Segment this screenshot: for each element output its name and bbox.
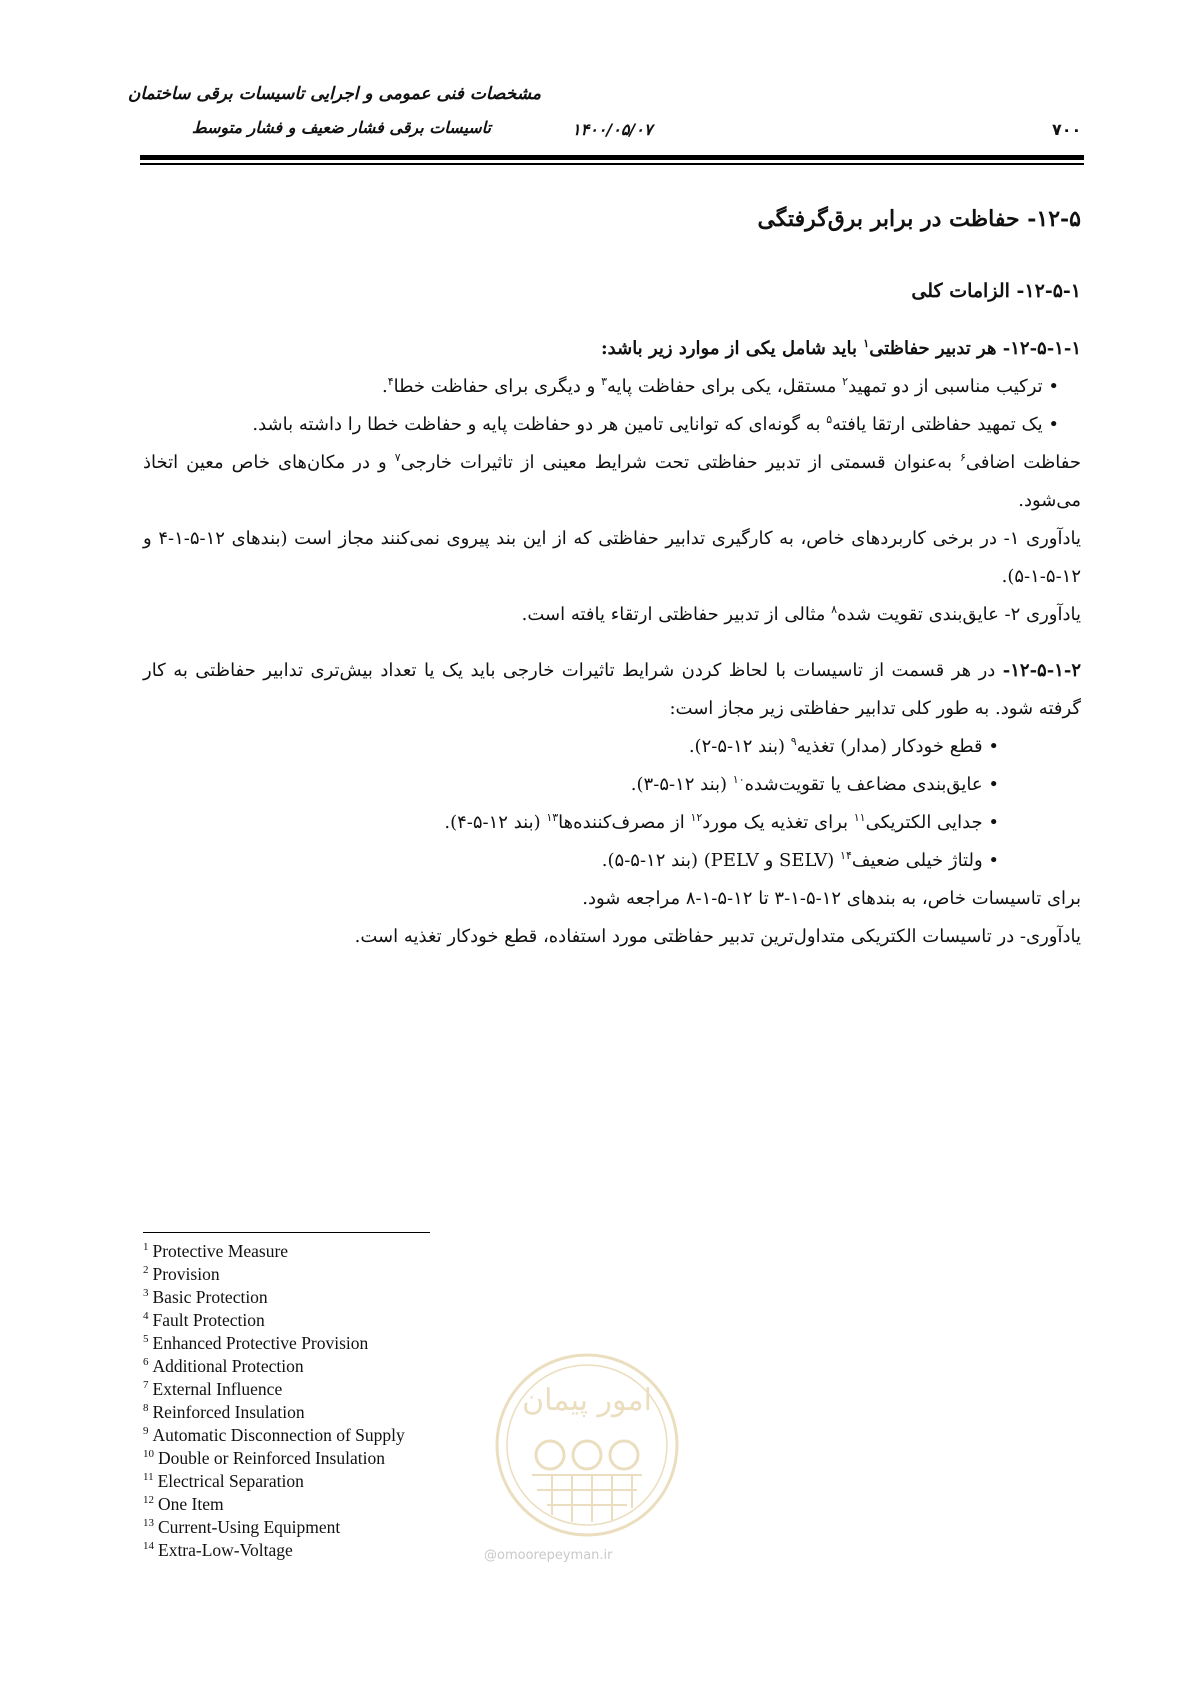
- footnote-item: [143, 1447, 405, 1470]
- footnote-item: [143, 1309, 405, 1332]
- note-text: مثالی از تدبیر حفاظتی ارتقاء یافته است.: [521, 604, 832, 625]
- footnote-text: Basic Protection: [152, 1287, 268, 1307]
- bullet-text: از مصرف‌کننده‌ها: [558, 812, 691, 833]
- note-text: یادآوری ۲- عایق‌بندی تقویت شده: [837, 604, 1081, 625]
- footnote-ref: ۶: [959, 451, 966, 464]
- bullet-text: مستقل، یکی برای حفاظت پایه: [607, 376, 843, 397]
- clause-text: باید شامل یکی از موارد زیر باشد:: [601, 338, 864, 359]
- clause-text: در هر قسمت از تاسیسات با لحاظ کردن شرایط تاثیرات خارجی باید یک یا تعداد بیش‌تری تدابیر حفاظتی به کار گرفته شود. به طور کلی تدابیر حفاظتی زیر مجاز است:: [143, 660, 1081, 719]
- footnote-text: Provision: [152, 1264, 220, 1284]
- footnote-item: [143, 1401, 405, 1424]
- footnote-text: Electrical Separation: [157, 1471, 304, 1491]
- footnote-number: 10: [143, 1448, 154, 1461]
- footnote-text: One Item: [158, 1494, 224, 1514]
- footnote-ref: ۱۰: [732, 773, 745, 786]
- clause-number: ۱۲-۵-۱-۲-: [1002, 660, 1081, 681]
- footnote-item: [143, 1332, 405, 1355]
- logo-gear-icon: [573, 1441, 601, 1469]
- logo-outer-ring: [497, 1355, 677, 1535]
- paragraph-text: به‌عنوان قسمتی از تدبیر حفاظتی تحت شرایط معینی از تاثیرات خارجی: [400, 452, 960, 473]
- bullet-text: .: [382, 376, 388, 397]
- main-content: [143, 200, 1081, 956]
- footnotes: [143, 1240, 405, 1562]
- footnote-ref: ۱۴: [840, 849, 852, 862]
- paragraph-text: و در مکان‌های خاص معین اتخاذ می‌شود.: [143, 452, 1081, 511]
- footnote-ref: ۱: [863, 337, 870, 350]
- footnote-text: Fault Protection: [152, 1310, 265, 1330]
- footnote-ref: ۱۱: [853, 811, 866, 824]
- paragraph: [143, 444, 1081, 520]
- bullet-text: • ترکیب مناسبی از دو تمهید: [848, 376, 1059, 397]
- bullet-item: [143, 766, 1081, 804]
- footnote-item: [143, 1240, 405, 1263]
- footnote-number: 6: [143, 1356, 149, 1369]
- footnote-text: Extra-Low-Voltage: [158, 1540, 293, 1560]
- bullet-text: (بند ۱۲-۵-۴).: [444, 812, 547, 833]
- note: یادآوری ۱- در برخی کاربردهای خاص، به کارگیری تدابیر حفاظتی که از این بند پیروی نمی‌کنند مجاز است (بندهای ۱۲-۵-۱-۴ و ۱۲-۵-۱-۵).: [143, 528, 1081, 587]
- footnote-item: [143, 1493, 405, 1516]
- bullet-text: • عایق‌بندی مضاعف یا تقویت‌شده: [744, 774, 999, 795]
- footnote-ref: ۲: [842, 375, 849, 388]
- header-title: مشخصات فنی عمومی و اجرایی تاسیسات برقی ساختمان: [127, 84, 541, 104]
- footnote-number: 1: [143, 1241, 149, 1254]
- clause-12-5-1-2: [143, 652, 1081, 728]
- clause-12-5-1-1: [143, 330, 1081, 368]
- footnote-text: Reinforced Insulation: [152, 1402, 305, 1422]
- header-rule-thin: [140, 163, 1084, 165]
- paragraph-text: حفاظت اضافی: [965, 452, 1081, 473]
- footnote-ref: ۵: [826, 413, 833, 426]
- footnote-text: Enhanced Protective Provision: [152, 1333, 369, 1353]
- bullet-item: [143, 368, 1081, 406]
- footnote-text: Double or Reinforced Insulation: [158, 1448, 385, 1468]
- footnote-item: [143, 1355, 405, 1378]
- footnote-item: [143, 1516, 405, 1539]
- bullet-item: [143, 842, 1081, 880]
- logo-gear-icon: [610, 1441, 638, 1469]
- section-heading: ۱۲-۵- حفاظت در برابر برق‌گرفتگی: [757, 206, 1081, 232]
- logo-gear-icon: [536, 1441, 564, 1469]
- footnote-item: [143, 1286, 405, 1309]
- bullet-text: • یک تمهید حفاظتی ارتقا یافته: [832, 414, 1059, 435]
- footnote-number: 2: [143, 1264, 149, 1277]
- bullet-item: [143, 804, 1081, 842]
- footnote-item: [143, 1470, 405, 1493]
- header-rule-thick: [140, 155, 1084, 160]
- footnote-ref: ۷: [394, 451, 401, 464]
- header-subtitle: تاسیسات برقی فشار ضعیف و فشار متوسط: [191, 118, 491, 137]
- footnote-number: 4: [143, 1310, 149, 1323]
- watermark-url: @omoorepeyman.ir: [484, 1548, 613, 1563]
- page-number: ۷۰۰: [1052, 120, 1082, 139]
- bullet-text: • قطع خودکار (مدار) تغذیه: [796, 736, 999, 757]
- paragraph: برای تاسیسات خاص، به بندهای ۱۲-۵-۱-۳ تا ۱۲-۵-۱-۸ مراجعه شود.: [582, 888, 1081, 909]
- watermark-logo: [492, 1350, 682, 1540]
- footnote-ref: ۴: [387, 375, 394, 388]
- bullet-text: و دیگری برای حفاظت خطا: [393, 376, 602, 397]
- clause-number: ۱۲-۵-۱-۱-: [1002, 338, 1081, 359]
- footnote-number: 13: [143, 1517, 154, 1530]
- footnote-number: 3: [143, 1287, 149, 1300]
- bullet-text: • جدایی الکتریکی: [865, 812, 999, 833]
- footnote-item: [143, 1539, 405, 1562]
- header-date: ۱۴۰۰/۰۵/۰۷: [572, 120, 653, 139]
- footnote-number: 12: [143, 1494, 154, 1507]
- note: یادآوری- در تاسیسات الکتریکی متداول‌ترین تدبیر حفاظتی مورد استفاده، قطع خودکار تغذیه است.: [354, 926, 1081, 947]
- footnote-number: 14: [143, 1540, 154, 1553]
- footnote-item: [143, 1424, 405, 1447]
- footnote-number: 11: [143, 1471, 154, 1484]
- footnote-item: [143, 1263, 405, 1286]
- bullet-item: [143, 728, 1081, 766]
- bullet-text: (بند ۱۲-۵-۲).: [688, 736, 791, 757]
- footnote-ref: ۸: [831, 603, 838, 616]
- bullet-text: (SELV و PELV) (بند ۱۲-۵-۵).: [601, 850, 841, 871]
- clause-text: هر تدبیر حفاظتی: [869, 338, 1003, 359]
- footnote-item: [143, 1378, 405, 1401]
- footnote-number: 5: [143, 1333, 149, 1346]
- footnote-number: 7: [143, 1379, 149, 1392]
- footnote-ref: ۹: [790, 735, 797, 748]
- footnote-ref: ۱۳: [546, 811, 559, 824]
- footnote-number: 9: [143, 1425, 149, 1438]
- footnote-text: Current-Using Equipment: [158, 1517, 341, 1537]
- footnote-text: Automatic Disconnection of Supply: [152, 1425, 405, 1445]
- subsection-heading: ۱۲-۵-۱- الزامات کلی: [911, 280, 1081, 302]
- note: [143, 596, 1081, 634]
- footnote-text: Protective Measure: [152, 1241, 289, 1261]
- footnote-ref: ۱۲: [690, 811, 703, 824]
- footnote-text: External Influence: [152, 1379, 283, 1399]
- footnote-number: 8: [143, 1402, 149, 1415]
- logo-lettering: امور پیمان: [522, 1383, 652, 1418]
- bullet-text: (بند ۱۲-۵-۳).: [630, 774, 733, 795]
- footnote-text: Additional Protection: [152, 1356, 304, 1376]
- footnote-ref: ۳: [601, 375, 607, 388]
- bullet-text: برای تغذیه یک مورد: [702, 812, 854, 833]
- footnote-separator: [143, 1232, 430, 1233]
- bullet-item: [143, 406, 1081, 444]
- bullet-text: • ولتاژ خیلی ضعیف: [851, 850, 999, 871]
- bullet-text: به گونه‌ای که توانایی تامین هر دو حفاظت پایه و حفاظت خطا را داشته باشد.: [252, 414, 827, 435]
